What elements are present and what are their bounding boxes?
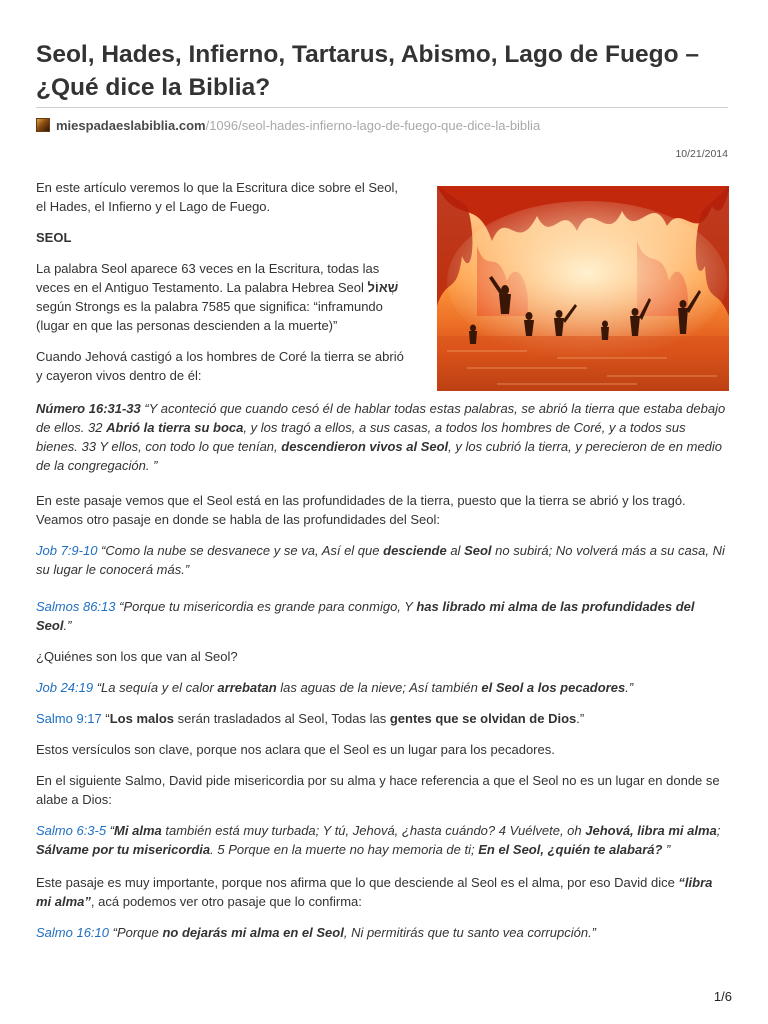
importante-paragraph: Este pasaje es muy importante, porque nos afirma que lo que desciende al Seol es el alma, por eso David dice “libra mi alma”, acá podemos ver otro pasaje que lo confirma: [36,875,713,909]
verse-ref-link[interactable]: Salmo 16:10 [36,925,109,940]
verse-job-24: Job 24:19 “La sequía y el calor arrebatan las aguas de la nieve; Así también el Seol a los pecadores.” [36,680,634,695]
verse-ref-link[interactable]: Salmo 9:17 [36,711,102,726]
verse-ref-link[interactable]: Job 7:9-10 [36,543,98,558]
verse-numero-16: Número 16:31-33 “Y aconteció que cuando cesó él de hablar todas estas palabras, se abrió la tierra que estaba debajo de ellos. 32 Abrió la tierra su boca, y los tragó a ellos, a sus casas, a todos los hombres de Coré, y a todos sus bienes. 33 Y ellos, con todo lo que tenían, descendieron vivos al Seol, y los cubrió la tierra, y perecieron de en medio de la congregación. ” [36,401,726,473]
clave-paragraph: Estos versículos son clave, porque nos aclara que el Seol es un lugar para los pecadores. [36,742,555,757]
verse-salmos-86: Salmos 86:13 “Porque tu misericordia es grande para conmigo, Y has librado mi alma de las profundidades del Seol.” [36,599,695,633]
core-paragraph: Cuando Jehová castigó a los hombres de Coré la tierra se abrió y cayeron vivos dentro de él: [36,349,404,383]
seol-text-2: según Strongs es la palabra 7585 que significa: “inframundo (lugar en que las personas descienden a la muerte)” [36,299,383,333]
title-divider [36,107,728,108]
seol-definition-paragraph [36,259,411,335]
verse-salmo-9: Salmo 9:17 “Los malos serán trasladados al Seol, Todas las gentes que se olvidan de Dios.” [36,711,585,726]
verse-salmo-16: Salmo 16:10 “Porque no dejarás mi alma en el Seol, Ni permitirás que tu santo vea corrupción.” [36,925,597,940]
verse-job-7: Job 7:9-10 “Como la nube se desvanece y se va, Así el que desciende al Seol no subirá; No volverá más a su casa, Ni su lugar le conocerá más.” [36,543,725,577]
salmo-intro-paragraph: En el siguiente Salmo, David pide misericordia por su alma y hace referencia a que el Seol no es un lugar en donde se alabe a Dios: [36,773,720,807]
quienes-question: ¿Quiénes son los que van al Seol? [36,649,238,664]
page-number: 1/6 [713,989,732,1004]
article-body [36,178,730,954]
pasaje-paragraph: En este pasaje vemos que el Seol está en las profundidades de la tierra, puesto que la tierra se abrió y los tragó. Veamos otro pasaje en donde se habla de las profundidades del Seol: [36,493,686,527]
source-path[interactable]: /1096/seol-hades-infierno-lago-de-fuego-que-dice-la-biblia [205,117,541,133]
verse-ref-link[interactable]: Salmo 6:3-5 [36,823,107,838]
source-domain[interactable]: miespadaeslabiblia.com [56,117,206,133]
verse-ref: Número 16:31-33 [36,401,141,416]
hebrew-word: שְׁאוֹל [367,280,399,295]
section-heading-seol: SEOL [36,230,72,245]
intro-paragraph: En este artículo veremos lo que la Escritura dice sobre el Seol, el Hades, el Infierno y el Lago de Fuego. [36,180,399,214]
verse-salmo-6: Salmo 6:3-5 “Mi alma también está muy turbada; Y tú, Jehová, ¿hasta cuándo? 4 Vuélvete, oh Jehová, libra mi alma; Sálvame por tu misericordia. 5 Porque en la muerte no hay memoria de ti; En el Seol, ¿quién te alabará? ” [36,823,721,857]
seol-text-1: La palabra Seol aparece 63 veces en la Escritura, todas las veces en el Antiguo Testamento. La palabra Hebrea Seol [36,261,380,295]
site-favicon-icon [36,118,50,132]
verse-ref-link[interactable]: Job 24:19 [36,680,94,695]
verse-ref-link[interactable]: Salmos 86:13 [36,599,116,614]
source-url[interactable] [36,116,540,134]
page-title: Seol, Hades, Infierno, Tartarus, Abismo, Lago de Fuego – ¿Qué dice la Biblia? [36,41,699,101]
publish-date: 10/21/2014 [675,148,728,160]
